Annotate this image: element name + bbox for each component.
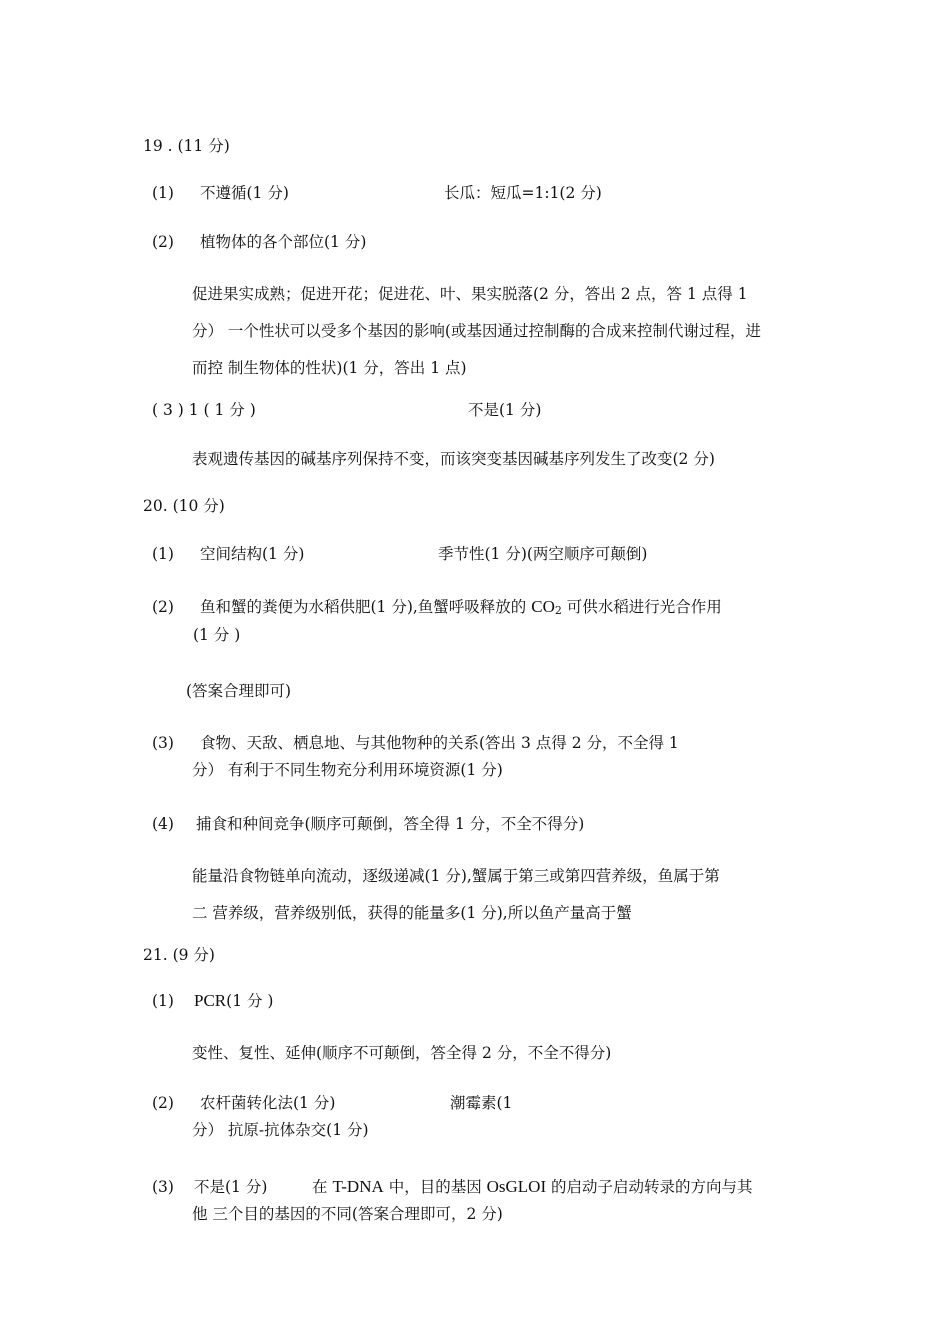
q21-part3-line2: 他 三个目的基因的不同(答案合理即可，2 分) [192, 1205, 503, 1223]
pcr-text: PCR [194, 991, 227, 1010]
q20-part2-line2: (1 分 ) [193, 626, 241, 644]
q21-part2-number: (2) [152, 1094, 174, 1112]
tdna-text: T-DNA [332, 1177, 384, 1196]
q20-part2-text-pre: 鱼和蟹的粪便为水稻供肥(1 分),鱼蟹呼吸释放的 [200, 598, 532, 616]
q19-part1-number: (1) [152, 184, 174, 202]
q21-part3-answer-b [312, 1177, 753, 1197]
q20-part3-line2: 分） 有利于不同生物充分利用环境资源(1 分) [192, 761, 503, 779]
q21-part3-answer-a: 不是(1 分) [194, 1178, 268, 1196]
q19-part3-answer-b: 不是(1 分) [468, 401, 542, 419]
q19-part2-answer-a: 植物体的各个部位(1 分) [200, 233, 367, 251]
co2-subscript: 2 [554, 604, 562, 617]
q20-part3-answer: 食物、天敌、栖息地、与其他物种的关系(答出 3 点得 2 分，不全得 1 [200, 734, 679, 752]
q19-part2-line2: 分） 一个性状可以受多个基因的影响(或基因通过控制酶的合成来控制代谢过程，进 [192, 322, 761, 340]
pcr-score: (1 分 ) [226, 992, 274, 1010]
q20-part4-line2: 二 营养级，营养级别低，获得的能量多(1 分),所以鱼产量高于蟹 [192, 904, 632, 922]
q20-part4-answer: 捕食和种间竞争(顺序可颠倒，答全得 1 分，不全不得分) [196, 815, 585, 833]
q19-part2-number: (2) [152, 233, 174, 251]
q21-part3-text-post: 的启动子启动转录的方向与其 [546, 1178, 753, 1196]
q21-title: 21. (9 分) [143, 946, 215, 964]
q21-part3-text-mid: 中，目的基因 [383, 1178, 487, 1196]
q19-part2-line3: 而控 制生物体的性状)(1 分，答出 1 点) [192, 359, 467, 377]
q19-title: 19 . (11 分) [143, 137, 230, 155]
q20-part1-answer-b: 季节性(1 分)(两空顺序可颠倒) [438, 545, 648, 563]
q19-part2-line1: 促进果实成熟；促进开花；促进花、叶、果实脱落(2 分，答出 2 点，答 1 点得 1 [192, 285, 748, 303]
q19-part1-answer-a: 不遵循(1 分) [200, 184, 289, 202]
q20-part3-number: (3) [152, 734, 174, 752]
q20-part2-number: (2) [152, 598, 174, 616]
q20-part2-answer [200, 597, 722, 621]
q21-part2-line2: 分） 抗原-抗体杂交(1 分) [192, 1121, 369, 1139]
q21-part3-number: (3) [152, 1178, 174, 1196]
q20-title: 20. (10 分) [143, 497, 225, 515]
q21-part3-text-pre: 在 [312, 1178, 333, 1196]
q20-part2-line3: (答案合理即可) [186, 682, 292, 700]
q21-part1-answer [194, 991, 273, 1011]
q19-part3-line1: 表观遗传基因的碱基序列保持不变，而该突变基因碱基序列发生了改变(2 分) [192, 450, 715, 468]
q19-part1-answer-b: 长瓜：短瓜=1:1(2 分) [444, 184, 602, 202]
q21-part1-number: (1) [152, 992, 174, 1010]
q21-part1-line1: 变性、复性、延伸(顺序不可颠倒，答全得 2 分，不全不得分) [192, 1044, 612, 1062]
q21-part2-answer-a: 农杆菌转化法(1 分) [200, 1094, 336, 1112]
q20-part1-number: (1) [152, 545, 174, 563]
gene-name: OsGLOI [486, 1177, 547, 1196]
q20-part4-line1: 能量沿食物链单向流动，逐级递减(1 分),蟹属于第三或第四营养级，鱼属于第 [192, 867, 720, 885]
q20-part1-answer-a: 空间结构(1 分) [200, 545, 305, 563]
q19-part3-number: ( 3 ) 1 ( 1 分 ) [152, 401, 256, 419]
q21-part2-answer-b: 潮霉素(1 [450, 1094, 513, 1112]
q20-part4-number: (4) [152, 815, 174, 833]
q20-part2-text-post: 可供水稻进行光合作用 [561, 598, 722, 616]
co2-formula: CO [531, 597, 555, 616]
